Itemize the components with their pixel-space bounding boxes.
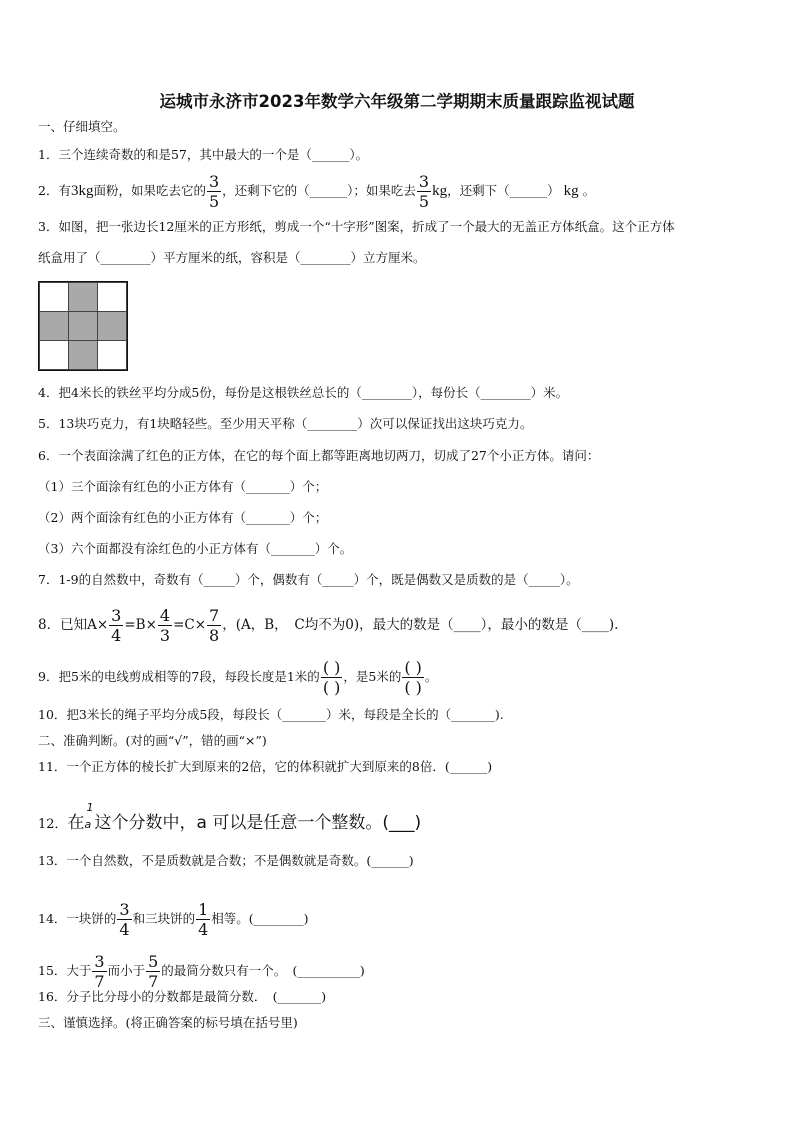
question-6-part-2: （2）两个面涂有红色的小正方体有（_______）个；	[38, 510, 328, 525]
q9-blank-denominator: ( )	[322, 678, 341, 697]
grid-cell-shaded	[68, 311, 98, 341]
grid-cell-shaded	[68, 282, 98, 312]
q12-text-a: 在	[67, 813, 85, 833]
q2-fraction-1-numerator: 3	[208, 172, 220, 191]
question-11: 11．一个正方体的棱长扩大到原来的2倍，它的体积就扩大到原来的8倍．(______)	[38, 759, 493, 774]
question-12	[38, 801, 422, 834]
q8-fraction-2-denominator: 3	[159, 626, 171, 645]
q14-text-a: 14．一块饼的	[38, 911, 117, 926]
grid-cell	[39, 340, 69, 370]
q12-fraction-numerator: 1	[86, 801, 94, 814]
q14-fraction-1-denominator: 4	[119, 920, 130, 939]
grid-cell	[97, 340, 127, 370]
q9-text-c: 。	[424, 669, 438, 684]
q2-text-d: ，还剩下它的（______）；如果吃去	[222, 183, 416, 198]
q8-text-b: =B×	[124, 617, 157, 633]
grid-cell	[39, 282, 69, 312]
q9-fraction-blank-2	[402, 658, 424, 697]
q2-fraction-2-numerator: 3	[418, 172, 430, 191]
q2-text-c: 面粉，如果吃去它的	[93, 183, 206, 198]
q12-number: 12．	[38, 817, 68, 832]
q15-text-c: 的最简分数只有一个。 (__________)	[161, 963, 365, 978]
question-2	[38, 172, 595, 211]
q14-text-c: 相等。(________)	[211, 911, 309, 926]
section-heading-multiple-choice: 三、谨慎选择。(将正确答案的标号填在括号里)	[38, 1015, 298, 1030]
question-3-line-2: 纸盒用了（________）平方厘米的纸，容积是（________）立方厘米。	[38, 250, 426, 265]
q8-fraction-3	[207, 606, 221, 645]
q2-text-a: 2．有	[38, 183, 71, 198]
q12-fraction	[84, 801, 95, 832]
q15-fraction-1-numerator: 3	[94, 952, 105, 971]
q9-fraction-blank-1	[321, 658, 343, 697]
q2-fraction-2	[417, 172, 431, 211]
q14-fraction-2-numerator: 1	[198, 900, 209, 919]
q15-fraction-1	[92, 952, 106, 991]
q8-fraction-2	[158, 606, 172, 645]
q8-fraction-3-denominator: 8	[209, 626, 220, 645]
q15-fraction-1-denominator: 7	[94, 972, 105, 991]
q2-quantity: 3kg	[70, 183, 94, 199]
q8-text-d: ，(A，B， C均不为0)，最大的数是（____），最小的数是（____).	[222, 617, 619, 633]
q14-fraction-1	[117, 900, 131, 939]
question-7: 7．1-9的自然数中，奇数有（_____）个，偶数有（_____）个，既是偶数又是质数的是（_____）。	[38, 572, 579, 587]
q2-fraction-2-denominator: 5	[418, 192, 430, 211]
grid-cell-shaded	[39, 311, 69, 341]
question-8	[38, 606, 618, 645]
question-5: 5．13块巧克力，有1块略轻些。至少用天平称（________）次可以保证找出这块巧克力。	[38, 416, 533, 431]
grid-cell-shaded	[97, 311, 127, 341]
q8-fraction-1	[109, 606, 123, 645]
question-6-part-3: （3）六个面都没有涂红色的小正方体有（_______）个。	[38, 541, 353, 556]
q14-fraction-2	[196, 900, 210, 939]
q14-fraction-1-numerator: 3	[119, 900, 130, 919]
q2-fraction-1-denominator: 5	[208, 192, 220, 211]
q9-text-a: 9．把5米的电线剪成相等的7段，每段长度是1米的	[38, 669, 320, 684]
q15-fraction-2-denominator: 7	[148, 972, 159, 991]
question-13: 13．一个自然数，不是质数就是合数；不是偶数就是奇数。(______)	[38, 853, 414, 868]
question-3-line-1: 3．如图，把一张边长12厘米的正方形纸，剪成一个“十字形”图案，折成了一个最大的无盖正方体纸盒。这个正方体	[38, 219, 675, 234]
q12-text-b: 这个分数中，a 可以是任意一个整数。(___)	[94, 813, 422, 833]
question-14	[38, 900, 309, 939]
q9-blank-numerator: ( )	[404, 658, 422, 677]
cross-shape-figure	[38, 281, 128, 371]
q2-text-f: ，还剩下（______）	[447, 183, 560, 198]
question-6-part-1: （1）三个面涂有红色的小正方体有（_______）个；	[38, 479, 328, 494]
question-9	[38, 658, 437, 697]
question-16: 16．分子比分母小的分数都是最简分数． (_______)	[38, 989, 327, 1004]
grid-cell-shaded	[68, 340, 98, 370]
q8-text-a: 8．已知A×	[38, 617, 109, 633]
grid-cell	[97, 282, 127, 312]
q15-fraction-2	[146, 952, 160, 991]
question-15	[38, 952, 365, 991]
q8-fraction-1-numerator: 3	[111, 606, 122, 625]
q9-text-b: ，是5米的	[343, 669, 402, 684]
q2-fraction-1	[207, 172, 221, 211]
q9-blank-denominator: ( )	[404, 678, 422, 697]
q2-text-h: 。	[582, 183, 596, 198]
q2-unit-1: kg	[432, 183, 448, 199]
q9-blank-numerator: ( )	[322, 658, 341, 677]
section-heading-fill-blanks: 一、仔细填空。	[38, 119, 126, 134]
q2-unit-2: kg	[563, 183, 579, 199]
q12-fraction-denominator: a	[84, 818, 92, 831]
q14-text-b: 和三块饼的	[132, 911, 196, 926]
question-4: 4．把4米长的铁丝平均分成5份，每份是这根铁丝总长的（________），每份长（________）米。	[38, 385, 569, 400]
q14-fraction-2-denominator: 4	[198, 920, 209, 939]
question-6: 6．一个表面涂满了红色的正方体，在它的每个面上都等距离地切两刀，切成了27个小正方体。请问：	[38, 448, 600, 463]
question-1: 1．三个连续奇数的和是57，其中最大的一个是（______）。	[38, 147, 369, 162]
q15-fraction-2-numerator: 5	[148, 952, 159, 971]
q8-fraction-3-numerator: 7	[209, 606, 220, 625]
q8-fraction-1-denominator: 4	[111, 626, 122, 645]
q15-text-a: 15．大于	[38, 963, 92, 978]
section-heading-true-false: 二、准确判断。(对的画“√”，错的画“×”)	[38, 733, 267, 748]
question-10: 10．把3米长的绳子平均分成5段，每段长（_______）米，每段是全长的（_______).	[38, 707, 504, 722]
q8-fraction-2-numerator: 4	[159, 606, 171, 625]
q8-text-c: =C×	[173, 617, 207, 633]
page-title: 运城市永济市2023年数学六年级第二学期期末质量跟踪监视试题	[159, 92, 635, 111]
q15-text-b: 而小于	[107, 963, 146, 978]
